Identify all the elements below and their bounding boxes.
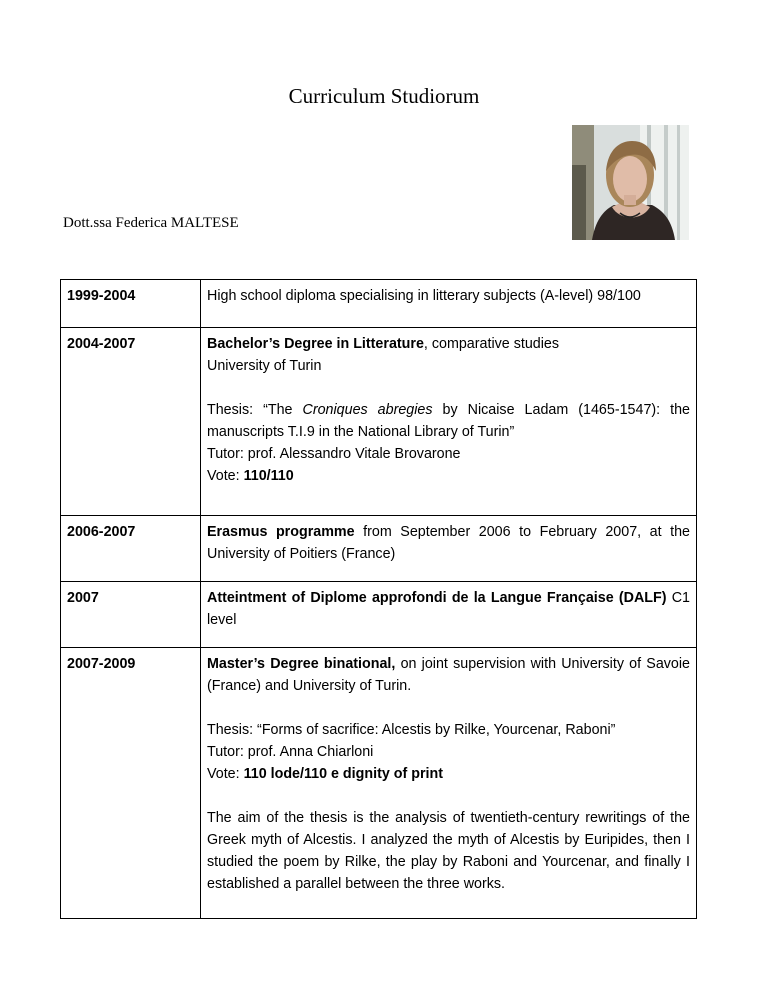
tutor: Tutor: prof. Anna Chiarloni [207,744,374,760]
thesis-suffix: by Nicaise Ladam (1465-1547): the manuscripts T.I.9 in the National Library of Turin” [207,402,691,440]
content-cell [201,582,696,647]
content-cell [201,328,696,515]
document-title: Curriculum Studiorum [288,84,480,108]
degree-line [207,333,690,355]
entry-text: High school diploma specialising in litterary subjects (A-level) 98/100 [207,288,641,304]
vote-line [207,763,690,785]
year-cell: 2007-2009 [61,648,201,918]
thesis-line: Thesis: “Forms of sacrifice: Alcestis by Rilke, Yourcenar, Raboni” [207,722,616,738]
entry-bold: Master’s Degree binational, [207,656,396,672]
portrait-image [572,125,689,240]
thesis-prefix: Thesis: “The [207,402,303,418]
vote-label: Vote: [207,766,244,782]
year-cell: 2006-2007 [61,516,201,581]
university: University of Turin [207,358,322,374]
table-row [61,647,696,918]
vote-label: Vote: [207,468,244,484]
content-cell [201,280,696,327]
thesis-line [207,399,690,443]
entry-text [207,587,690,631]
vote-value: 110 lode/110 e dignity of print [243,766,443,782]
content-cell [201,648,696,918]
degree-title: Bachelor’s Degree in Litterature [207,336,424,352]
entry-detail: from September 2006 to February 2007, at the University of Poitiers (France) [207,524,690,562]
entry-detail: on joint supervision with University of Savoie (France) and University of Turin. [207,656,691,694]
entry-text [207,653,690,697]
degree-detail: , comparative studies [423,336,559,352]
table-row [61,327,696,515]
thesis-italic: Croniques abregies [302,402,433,418]
entry-detail: C1 level [207,590,691,628]
education-table [60,279,697,919]
portrait-photo [572,125,689,240]
year-cell: 2007 [61,582,201,647]
vote-line [207,465,690,487]
entry-text [207,521,690,565]
year-cell: 1999-2004 [61,280,201,327]
tutor: Tutor: prof. Alessandro Vitale Brovarone [207,446,461,462]
year-cell: 2004-2007 [61,328,201,515]
thesis-summary: The aim of the thesis is the analysis of twentieth-century rewritings of the Greek myth of Alcestis. I analyzed the myth of Alcestis by Euripides, then I studied the poem by Rilke, the play by Raboni and Yourcenar, and finally I established a parallel between the three works. [207,810,690,892]
entry-bold: Erasmus programme [207,524,355,540]
table-row [61,280,696,327]
content-cell [201,516,696,581]
candidate-name: Dott.ssa Federica MALTESE [63,215,239,231]
table-row [61,515,696,581]
vote-value: 110/110 [243,468,294,484]
table-row [61,581,696,647]
entry-bold: Atteintment of Diplome approfondi de la Langue Française (DALF) [207,590,667,606]
